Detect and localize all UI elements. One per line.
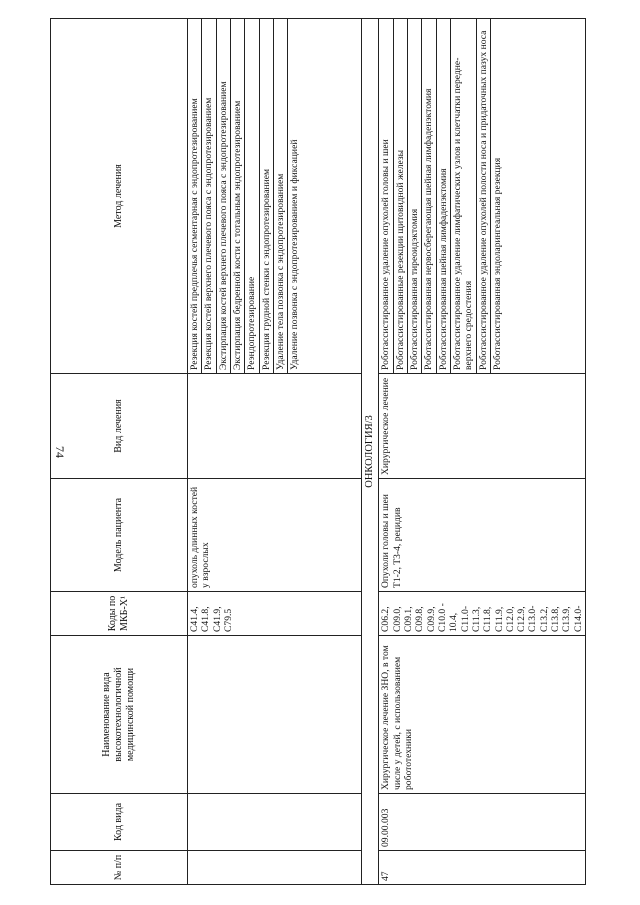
method-item: Резекция грудной стенки с эндопротезированием (260, 19, 274, 373)
icd-code: C13.8, (550, 606, 562, 632)
method-item: Роботассистированная тиреоидэктомия (408, 19, 422, 373)
method-item: Удаление тела позвонка с эндопротезированием (274, 19, 288, 373)
table-row-continued (188, 19, 362, 885)
page-number: 74 (53, 446, 67, 458)
icd-code: C09.1, (403, 606, 414, 632)
icd-code: C79.5 (222, 608, 234, 632)
method-item: Роботассистированная эндоларингеальная резекция (491, 157, 503, 370)
icd-code: C09.8, (414, 606, 426, 632)
cell-treatment: Хирургическое лечение (379, 374, 586, 479)
icd-code: C13.2, (538, 606, 550, 632)
method-item: Роботассистированные резекции щитовидной железы (394, 19, 408, 373)
cell-name: Хирургическое лечение ЗНО, в том числе у детей, с использованием робототехники (379, 636, 586, 794)
method-item: Роботассистированное удаление опухолей головы и шеи (379, 19, 393, 373)
icd-code: C11.3, (470, 606, 482, 632)
cell-methods (379, 19, 586, 374)
icd-code: C12.0, (504, 606, 516, 632)
icd-code: 10.4, (448, 612, 460, 632)
method-item: Удаление позвонка с эндопротезированием и фиксацией (289, 139, 301, 370)
icd-code: C13.0- (527, 605, 539, 632)
cell-icd (188, 592, 362, 636)
icd-code: C14.0- (572, 605, 584, 632)
header-icd: Коды по МКБ-Х¹ (51, 592, 188, 636)
method-item: Экстирпация костей верхнего плечевого пояса с эндопротезированием (217, 19, 231, 373)
icd-code: C09.9, (425, 606, 437, 632)
icd-code: C06.2, (380, 606, 392, 632)
header-model: Модель пациента (51, 479, 188, 592)
icd-code: C41.9, (211, 606, 223, 632)
icd-code: C11.8, (482, 606, 494, 632)
header-treatment: Вид лечения (51, 374, 188, 479)
method-item: Реэндопротезирование (245, 19, 259, 373)
cell-code (188, 794, 362, 851)
header-row (51, 19, 188, 885)
cell-model: опухоль длинных костей у взрослых (188, 479, 362, 592)
header-name: Наименование вида высокотехнологичной медицинской помощи (51, 636, 188, 794)
icd-code: C13.9, (561, 606, 573, 632)
header-code: Код вида (51, 794, 188, 851)
section-row (362, 19, 379, 885)
header-method: Метод лечения (51, 19, 188, 374)
cell-methods (188, 19, 362, 374)
method-item: Роботассистированная шейная лимфаденэктомия (437, 19, 451, 373)
icd-code: C12.9, (516, 606, 528, 632)
method-item: Резекция костей верхнего плечевого пояса с эндопротезированием (202, 19, 216, 373)
vmp-table (50, 18, 586, 885)
cell-treatment (188, 374, 362, 479)
table-row-47 (379, 19, 586, 885)
cell-name (188, 636, 362, 794)
icd-code: C41.8, (200, 606, 212, 632)
cell-num: 47 (379, 851, 586, 885)
cell-num (188, 851, 362, 885)
method-item: Роботассистированная нервосберегающая шейная лимфаденэктомия (422, 19, 436, 373)
icd-code: C11.9, (493, 606, 505, 632)
icd-code: C41.4, (189, 606, 200, 632)
cell-model: Опухоли головы и шеи T1-2, T3-4, рецидив (379, 479, 586, 592)
method-item: Роботассистированное удаление опухолей полости носа и придаточных пазух носа (477, 19, 491, 373)
section-title: ОНКОЛОГИЯ/3 (362, 19, 379, 885)
cell-code: 09.00.003 (379, 794, 586, 851)
icd-code: C11.0- (459, 605, 471, 632)
method-item: Резекция костей предплечья сегментарная с эндопротезированием (188, 19, 202, 373)
icd-code: C10.0 - (436, 603, 448, 632)
method-item: Роботассистированное удаление лимфатических узлов и клетчатки передне-верхнего средостения (451, 19, 477, 373)
header-num: № п/п (51, 851, 188, 885)
cell-icd (379, 592, 586, 636)
method-item: Экстирпация бедренной кости с тотальным эндопротезированием (231, 19, 245, 373)
icd-code: C09.0, (391, 606, 403, 632)
